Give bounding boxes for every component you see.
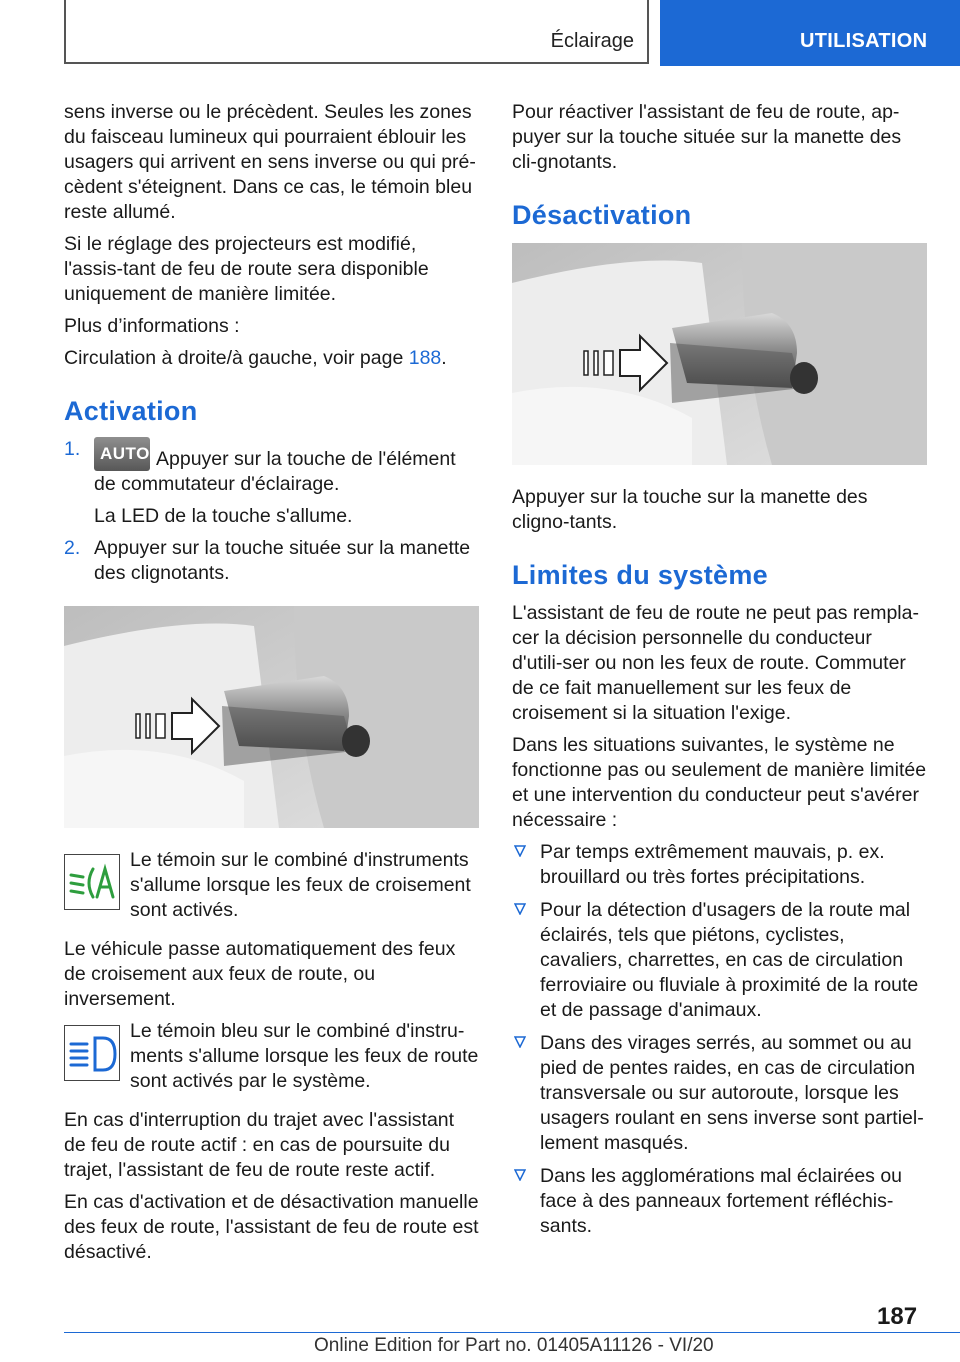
heading-limits: Limites du système (512, 560, 768, 590)
triangle-bullet-icon (514, 903, 526, 915)
paragraph: En cas d'activation et de désactivation manuelle des feux de route, l'assistant de feu de route est désactivé. (64, 1191, 479, 1263)
limitations-list (512, 840, 927, 1239)
page-link[interactable]: 188 (408, 347, 442, 369)
turn-signal-stalk-figure (64, 606, 479, 828)
indicator-note-low-beam (64, 848, 479, 923)
chapter-title: UTILISATION (800, 30, 928, 52)
list-item: Pour la détection d'usagers de la route mal éclairés, tels que piétons, cyclistes, cavaliers, charrettes, en cas de circulation ferroviaire ou fluviale à proximité de la route et de passage d'animaux. (512, 898, 927, 1023)
paragraph: Dans les situations suivantes, le système ne fonctionne pas ou seulement de manière limitée et une intervention du conducteur peut s'avérer nécessaire : (512, 734, 927, 831)
paragraph: Le véhicule passe automatiquement des feux de croisement aux feux de route, ou inversement. (64, 938, 456, 1010)
indicator-description: Le témoin bleu sur le combiné d'instru-ments s'allume lorsque les feux de route sont activés par le système. (130, 1020, 479, 1092)
left-column (64, 100, 479, 1272)
step-number: 1. (64, 438, 81, 460)
step-text: Appuyer sur la touche de l'élément de commutateur d'éclairage. (94, 448, 456, 495)
paragraph-cross-reference: Circulation à droite/à gauche, voir page 188. (64, 347, 447, 369)
turn-signal-stalk-figure (512, 243, 927, 465)
step-2 (64, 536, 479, 586)
step-1-result: La LED de la touche s'allume. (94, 505, 353, 527)
heading-activation: Activation (64, 396, 198, 426)
indicator-description: Le témoin sur le combiné d'instruments s'allume lorsque les feux de croisement sont activés. (130, 849, 471, 921)
step-text: Appuyer sur la touche située sur la manette des clignotants. (94, 537, 471, 584)
list-item: Par temps extrêmement mauvais, p. ex. brouillard ou très fortes précipitations. (512, 840, 927, 890)
heading-deactivation: Désactivation (512, 200, 692, 230)
chapter-tab (660, 0, 960, 66)
low-beam-auto-indicator-icon (64, 854, 120, 910)
paragraph: L'assistant de feu de route ne peut pas rempla-cer la décision personnelle du conducteur d'utili-ser ou non les feux de route. Commuter de ce fait manuellement sur les feux de croisement si la situation l'exige. (512, 602, 919, 724)
indicator-note-high-beam (64, 1019, 479, 1094)
paragraph: En cas d'interruption du trajet avec l'assistant de feu de route actif : en cas de poursuite du trajet, l'assistant de feu de route reste actif. (64, 1109, 455, 1181)
section-title: Éclairage (550, 30, 634, 52)
triangle-bullet-icon (514, 845, 526, 857)
paragraph: sens inverse ou le précèdent. Seules les zones du faisceau lumineux qui pourraient éblouir les usagers qui arrivent en sens inverse ou qui pré-cèdent s'éteignent. Dans ce cas, le témoin bleu reste allumé. (64, 101, 476, 223)
paragraph: Si le réglage des projecteurs est modifié, l'assis-tant de feu de route sera disponible uniquement de manière limitée. (64, 233, 429, 305)
paragraph: Pour réactiver l'assistant de feu de route, ap-puyer sur la touche située sur la manette des cli-gnotants. (512, 101, 902, 173)
paragraph: Plus d’informations : (64, 315, 240, 337)
auto-button-icon: AUTO (94, 437, 150, 471)
triangle-bullet-icon (514, 1169, 526, 1181)
triangle-bullet-icon (514, 1036, 526, 1048)
high-beam-indicator-icon (64, 1025, 120, 1081)
footer-divider (64, 1332, 960, 1333)
right-column (512, 100, 927, 1247)
step-number: 2. (64, 537, 81, 559)
paragraph: Appuyer sur la touche sur la manette des cligno-tants. (512, 486, 868, 533)
page-number: 187 (877, 1303, 918, 1330)
step-1 (64, 437, 479, 497)
footer-edition: Online Edition for Part no. 01405A11126 - VI/20 (314, 1335, 714, 1356)
list-item: Dans les agglomérations mal éclairées ou face à des panneaux fortement réfléchis-sants. (512, 1164, 927, 1239)
list-item: Dans des virages serrés, au sommet ou au pied de pentes raides, en cas de circulation transversale ou sur autoroute, lorsque les usagers roulant en sens inverse sont partiel-lement masqués. (512, 1031, 927, 1156)
